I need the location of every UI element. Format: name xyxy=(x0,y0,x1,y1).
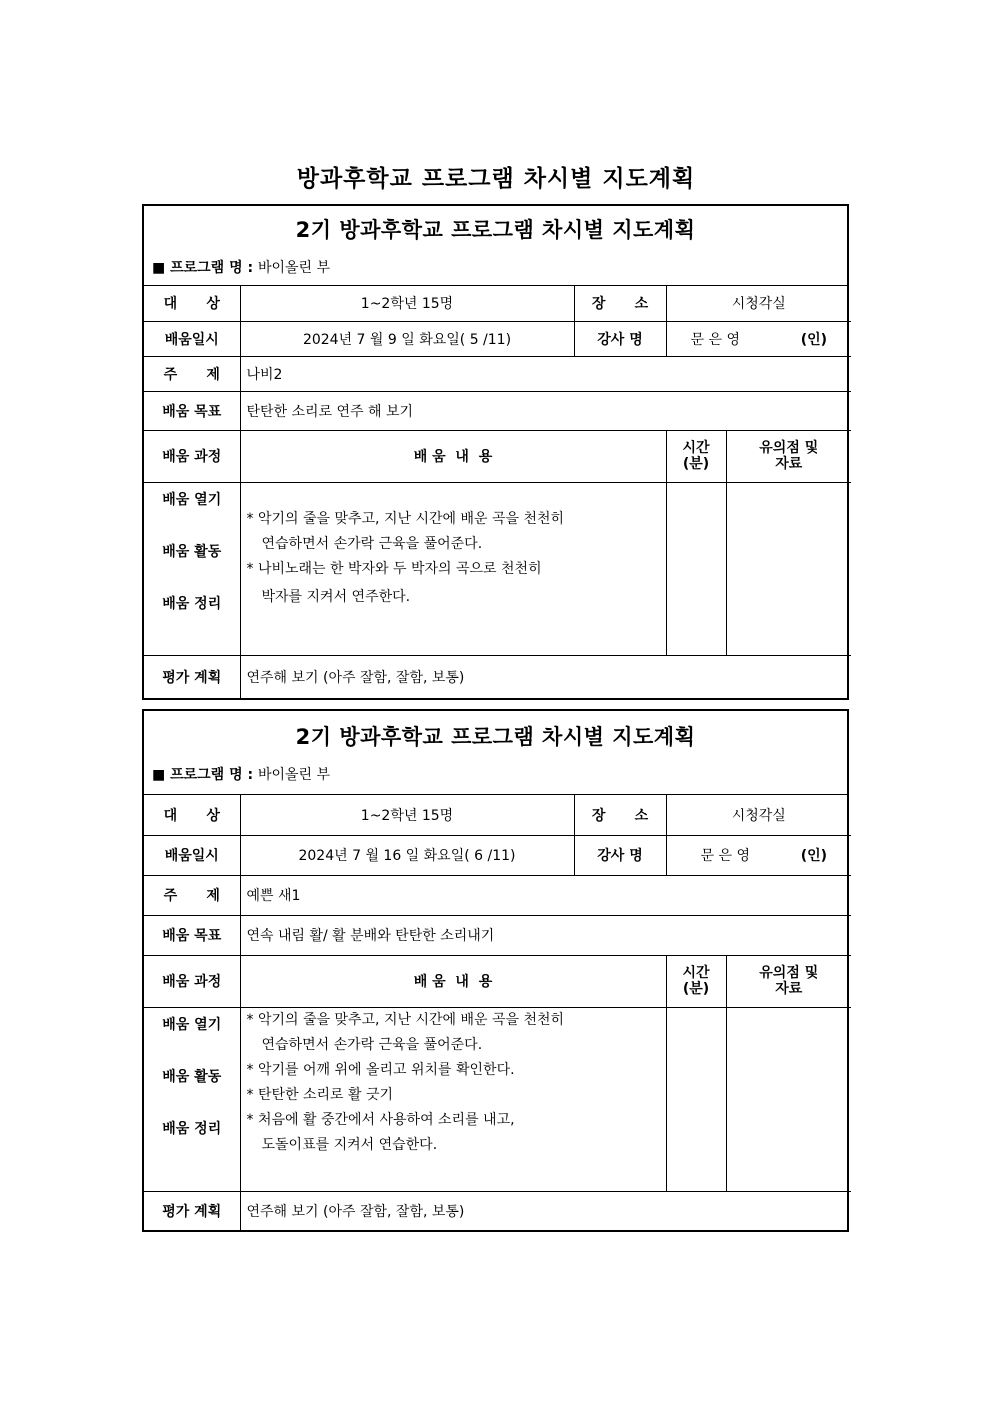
place-label: 장 소 xyxy=(574,795,666,835)
teacher-cell xyxy=(666,835,851,875)
program-name-line xyxy=(152,764,330,784)
plan-header xyxy=(144,206,847,286)
time-cell xyxy=(666,1007,726,1191)
teacher-label: 강사 명 xyxy=(574,835,666,875)
plan-title: 2기 방과후학교 프로그램 차시별 지도계획 xyxy=(295,725,696,749)
topic-value: 예쁜 새1 xyxy=(240,875,851,915)
plan-header xyxy=(144,711,847,795)
stages-cell xyxy=(144,1007,240,1191)
eval-value: 연주해 보기 (아주 잘함, 잘함, 보통) xyxy=(240,655,851,698)
target-label: 대 상 xyxy=(144,286,240,321)
topic-value: 나비2 xyxy=(240,356,851,391)
eval-value: 연주해 보기 (아주 잘함, 잘함, 보통) xyxy=(240,1191,851,1230)
program-label: ■ 프로그램 명 : xyxy=(152,767,254,783)
content-line: * 탄탄한 소리로 활 긋기 xyxy=(246,1086,394,1103)
date-label: 배움일시 xyxy=(144,321,240,356)
stage-close: 배움 정리 xyxy=(162,595,222,612)
date-value: 2024년 7 월 16 일 화요일( 6 /11) xyxy=(240,835,574,875)
plan-table xyxy=(144,286,851,698)
time-cell xyxy=(666,482,726,655)
content-line: * 악기의 줄을 맞추고, 지난 시간에 배운 곡을 천천히 xyxy=(246,1011,565,1028)
plan-title: 2기 방과후학교 프로그램 차시별 지도계획 xyxy=(295,218,696,242)
stage-open: 배움 열기 xyxy=(162,1016,222,1033)
target-value: 1~2학년 15명 xyxy=(240,795,574,835)
teacher-label: 강사 명 xyxy=(574,321,666,356)
goal-value: 연속 내림 활/ 활 분배와 탄탄한 소리내기 xyxy=(240,915,851,955)
process-header: 배움 과정 xyxy=(144,430,240,482)
topic-label: 주 제 xyxy=(144,875,240,915)
notes-header: 유의점 및 자료 xyxy=(726,955,851,1007)
stage-activity: 배움 활동 xyxy=(162,543,222,560)
content-line: * 처음에 활 중간에서 사용하여 소리를 내고, xyxy=(246,1111,515,1128)
date-value: 2024년 7 월 9 일 화요일( 5 /11) xyxy=(240,321,574,356)
stage-activity: 배움 활동 xyxy=(162,1068,222,1085)
lesson-plan-1 xyxy=(142,204,849,700)
content-line: * 악기의 줄을 맞추고, 지난 시간에 배운 곡을 천천히 xyxy=(246,510,565,527)
teacher-name: 문 은 영 xyxy=(700,848,750,864)
content-line: 도돌이표를 지켜서 연습한다. xyxy=(261,1136,438,1153)
content-line: 박자를 지켜서 연주한다. xyxy=(261,588,411,605)
time-header: 시간 (분) xyxy=(666,955,726,1007)
notes-cell xyxy=(726,1007,851,1191)
date-label: 배움일시 xyxy=(144,835,240,875)
content-header: 배 움 내 용 xyxy=(240,955,666,1007)
stage-open: 배움 열기 xyxy=(162,491,222,508)
plan-table xyxy=(144,795,851,1230)
program-name-line xyxy=(152,257,330,277)
stage-close: 배움 정리 xyxy=(162,1120,222,1137)
program-name: 바이올린 부 xyxy=(257,767,331,783)
eval-label: 평가 계획 xyxy=(144,1191,240,1230)
teacher-name: 문 은 영 xyxy=(690,331,740,348)
teacher-cell xyxy=(666,321,851,356)
lesson-plan-2 xyxy=(142,709,849,1232)
topic-label: 주 제 xyxy=(144,356,240,391)
notes-cell xyxy=(726,482,851,655)
eval-label: 평가 계획 xyxy=(144,655,240,698)
content-line: * 나비노래는 한 박자와 두 박자의 곡으로 천천히 xyxy=(246,560,542,577)
content-cell xyxy=(240,1007,666,1191)
goal-value: 탄탄한 소리로 연주 해 보기 xyxy=(240,391,851,430)
place-value: 시청각실 xyxy=(666,286,851,321)
time-header: 시간 (분) xyxy=(666,430,726,482)
program-label: ■ 프로그램 명 : xyxy=(152,260,254,276)
place-value: 시청각실 xyxy=(666,795,851,835)
page-title: 방과후학교 프로그램 차시별 지도계획 xyxy=(296,166,696,192)
content-line: 연습하면서 손가락 근육을 풀어준다. xyxy=(261,535,483,552)
seal-mark: (인) xyxy=(800,331,828,348)
program-name: 바이올린 부 xyxy=(257,260,331,276)
notes-header: 유의점 및 자료 xyxy=(726,430,851,482)
content-line: 연습하면서 손가락 근육을 풀어준다. xyxy=(261,1036,483,1053)
goal-label: 배움 목표 xyxy=(144,391,240,430)
target-value: 1~2학년 15명 xyxy=(240,286,574,321)
content-line: * 악기를 어깨 위에 올리고 위치를 확인한다. xyxy=(246,1061,515,1078)
process-header: 배움 과정 xyxy=(144,955,240,1007)
target-label: 대 상 xyxy=(144,795,240,835)
content-header: 배 움 내 용 xyxy=(240,430,666,482)
content-cell xyxy=(240,482,666,655)
goal-label: 배움 목표 xyxy=(144,915,240,955)
seal-mark: (인) xyxy=(800,848,828,864)
stages-cell xyxy=(144,482,240,655)
place-label: 장 소 xyxy=(574,286,666,321)
